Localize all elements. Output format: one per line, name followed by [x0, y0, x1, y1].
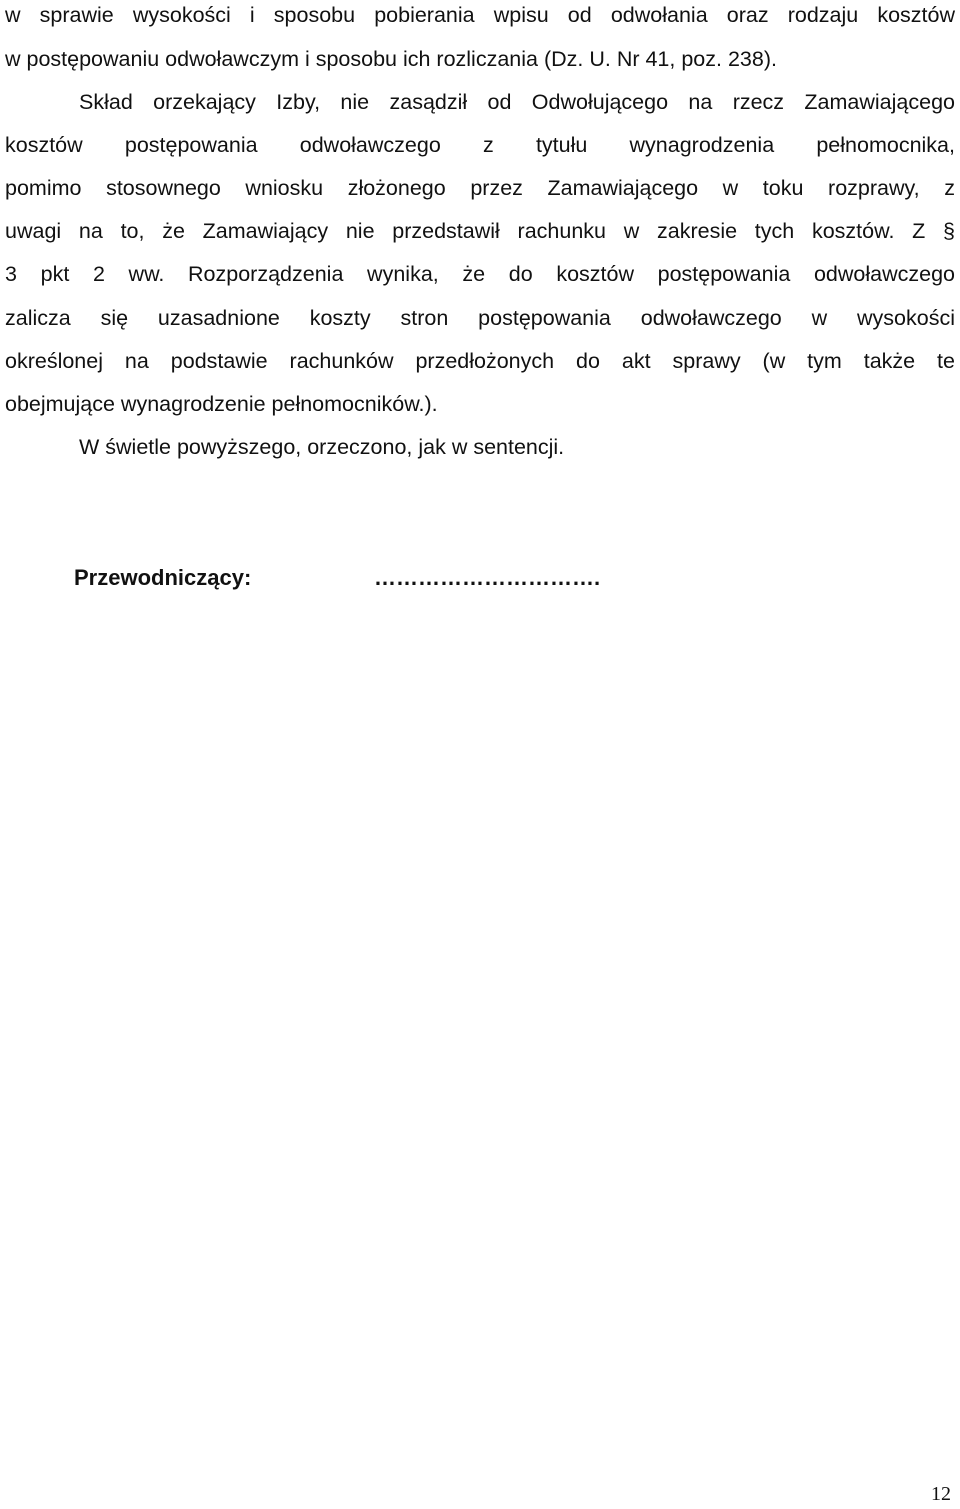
text-line-9: określonej na podstawie rachunków przedłożonych do akt sprawy (w tym także te — [5, 349, 955, 373]
text-line-1: w sprawie wysokości i sposobu pobierania wpisu od odwołania oraz rodzaju kosztów — [5, 3, 955, 27]
page-number: 12 — [931, 1483, 951, 1505]
text-line-3: Skład orzekający Izby, nie zasądził od Odwołującego na rzecz Zamawiającego — [79, 90, 955, 114]
text-line-5: pomimo stosownego wniosku złożonego przez Zamawiającego w toku rozprawy, z — [5, 176, 955, 200]
text-line-10: obejmujące wynagrodzenie pełnomocników.). — [5, 392, 438, 416]
signature-line: …………………………. — [374, 565, 601, 590]
text-line-8: zalicza się uzasadnione koszty stron postępowania odwoławczego w wysokości — [5, 306, 955, 330]
text-line-4: kosztów postępowania odwoławczego z tytułu wynagrodzenia pełnomocnika, — [5, 133, 955, 157]
text-line-7: 3 pkt 2 ww. Rozporządzenia wynika, że do kosztów postępowania odwoławczego — [5, 262, 955, 286]
text-line-2: w postępowaniu odwoławczym i sposobu ich rozliczania (Dz. U. Nr 41, poz. 238). — [5, 47, 777, 71]
signature-label: Przewodniczący: — [74, 565, 252, 590]
text-line-6: uwagi na to, że Zamawiający nie przedstawił rachunku w zakresie tych kosztów. Z § — [5, 219, 955, 243]
text-line-11: W świetle powyższego, orzeczono, jak w sentencji. — [79, 435, 565, 459]
